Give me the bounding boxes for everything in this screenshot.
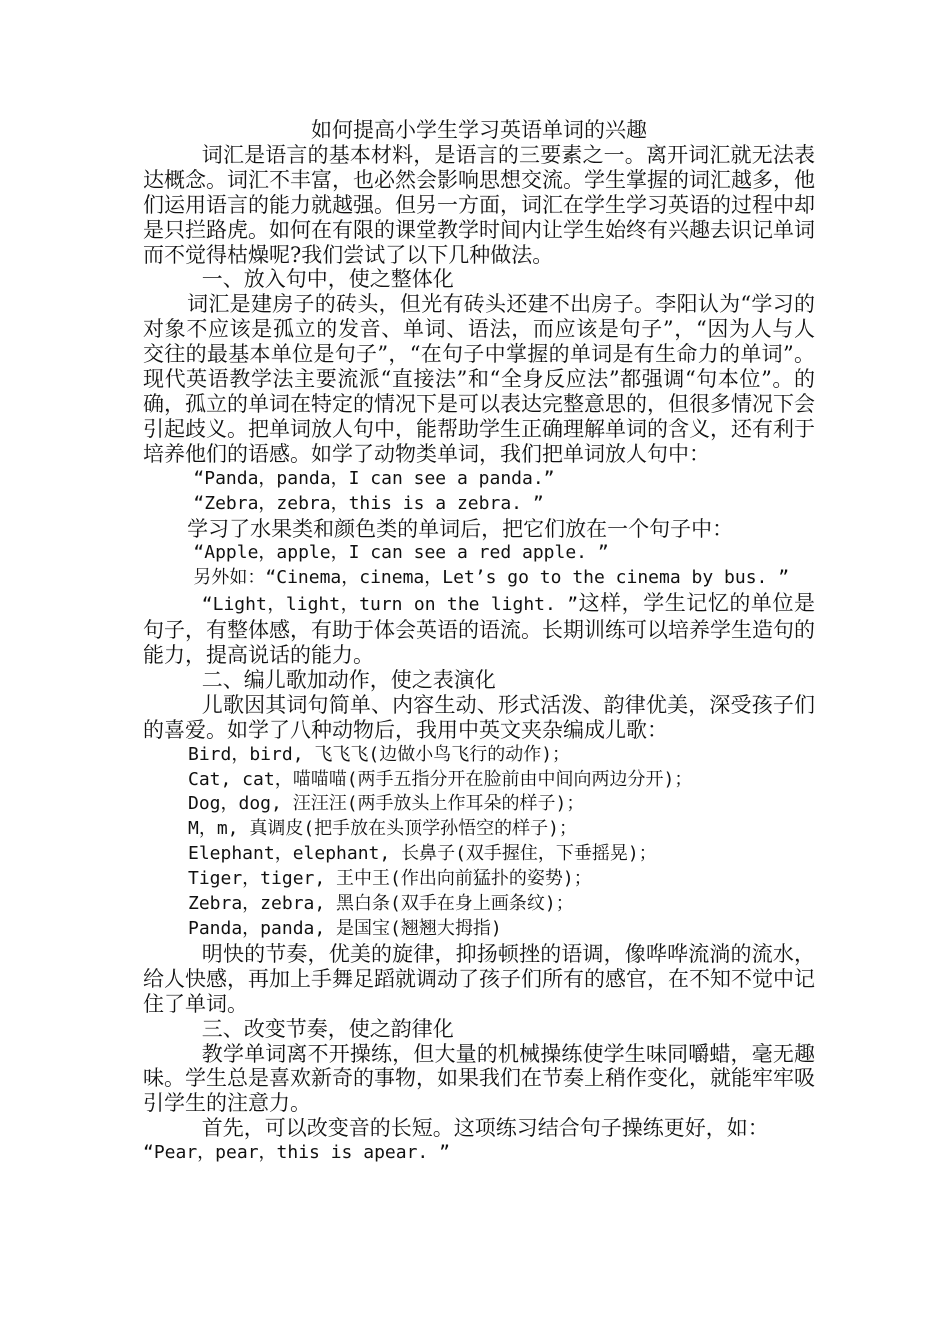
document-title: 如何提高小学生学习英语单词的兴趣 bbox=[311, 118, 647, 142]
section3-paragraph: 教学单词离不开操练，但大量的机械操练使学生味同嚼蜡，毫无趣味。学生总是喜欢新奇的事物，如果我们在节奏上稍作变化，就能牢牢吸引学生的注意力。 bbox=[143, 1041, 815, 1116]
example-sentence: “Light，light，turn on the light. ” bbox=[201, 594, 579, 616]
section1-heading: 一、放入句中，使之整体化 bbox=[201, 267, 454, 292]
rhyme-list bbox=[143, 743, 815, 942]
section1-paragraph: 词汇是建房子的砖头，但光有砖头还建不出房子。李阳认为“学习的对象不应该是孤立的发音、单词、语法，而应该是句子”，“因为人与人交往的最基本单位是句子”，“在句子中掌握的单词是有生命力的单词”。现代英语教学法主要流派“直接法”和“全身反应法”都强调“句本位”。的确，孤立的单词在特定的情况下是可以表达完整意思的，但很多情况下会引起歧义。把单词放人句中，能帮助学生正确理解单词的含义，还有利于培养他们的语感。如学了动物类单词，我们把单词放人句中： bbox=[143, 292, 815, 466]
rhyme-line: Panda，panda, 是国宝(翘翘大拇指) bbox=[188, 918, 502, 939]
rhyme-line: M，m, 真调皮(把手放在头顶学孙悟空的样子)； bbox=[188, 818, 578, 840]
example-sentence: “Zebra，zebra，this is a zebra. ” bbox=[193, 492, 544, 514]
intro-paragraph: 词汇是语言的基本材料，是语言的三要素之一。离开词汇就无法表达概念。词汇不丰富，也必然会影响思想交流。学生掌握的词汇越多，他们运用语言的能力就越强。但另一方面，词汇在学生学习英语的过程中却是只拦路虎。如何在有限的课堂教学时间内让学生始终有兴趣去识记单词而不觉得枯燥呢?我们尝试了以下几种做法。 bbox=[143, 142, 815, 267]
section3-paragraph-2: 首先，可以改变音的长短。这项练习结合句子操练更好，如： bbox=[201, 1116, 769, 1141]
section2-heading: 二、编儿歌加动作，使之表演化 bbox=[201, 667, 496, 692]
rhyme-line: Bird，bird, 飞飞飞(边做小鸟飞行的动作)； bbox=[188, 743, 571, 765]
document-page bbox=[143, 118, 815, 1166]
section1-paragraph-2: 学习了水果类和颜色类的单词后，把它们放在一个句子中： bbox=[187, 516, 734, 541]
example-sentence: “Panda，panda，I can see a panda.” bbox=[193, 467, 555, 489]
example-sentence: “Pear，pear，this is apear. ” bbox=[143, 1142, 450, 1164]
example-with-comment bbox=[143, 591, 815, 668]
section3-heading: 三、改变节奏，使之韵律化 bbox=[201, 1016, 454, 1041]
section2-paragraph-2: 明快的节奏，优美的旋律，抑扬顿挫的语调，像哗哗流淌的流水，给人快感，再加上手舞足蹈就调动了孩子们所有的感官，在不知不觉中记住了单词。 bbox=[143, 941, 815, 1016]
rhyme-line: Dog，dog, 汪汪汪(两手放头上作耳朵的样子)； bbox=[188, 793, 585, 815]
example-comment: 这样，学生记忆的单位是句子，有整体感，有助于体会英语的语流。长期训练可以培养学生造句的能力，提高说话的能力。 bbox=[143, 591, 815, 668]
section2-paragraph: 儿歌因其词句简单、内容生动、形式活泼、韵律优美，深受孩子们的喜爱。如学了八种动物后，我用中英文夹杂编成儿歌： bbox=[143, 692, 815, 742]
rhyme-line: Tiger，tiger, 王中王(作出向前猛扑的姿势)； bbox=[188, 868, 592, 890]
example-sentence: “Apple，apple，I can see a red apple. ” bbox=[193, 542, 609, 564]
example-sentence: 另外如：“Cinema，cinema，Let’s go to the cinema by bus. ” bbox=[193, 567, 790, 589]
rhyme-line: Zebra，zebra, 黑白条(双手在身上画条纹)； bbox=[188, 893, 574, 915]
rhyme-line: Cat, cat，喵喵喵(两手五指分开在脸前由中间向两边分开)； bbox=[188, 768, 693, 790]
rhyme-line: Elephant，elephant, 长鼻子(双手握住，下垂摇晃)； bbox=[188, 843, 657, 865]
